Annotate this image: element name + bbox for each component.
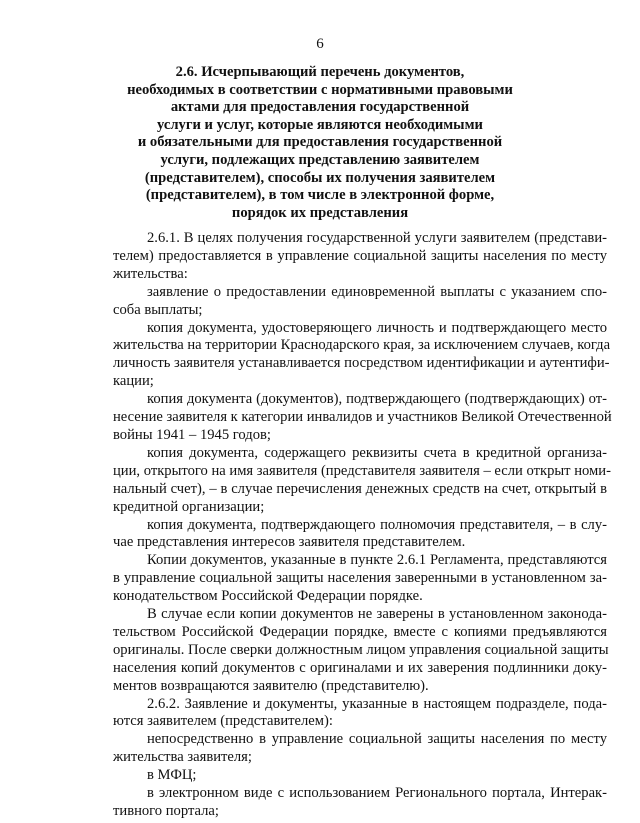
text-line: войны 1941 – 1945 годов; — [113, 426, 271, 443]
paragraph-certified-copies — [113, 552, 607, 606]
text-line: соба выплаты; — [113, 301, 203, 318]
heading-line: (представителем), в том числе в электронной форме, — [145, 187, 495, 204]
text-line: в управление социальной защиты населения заверенными в установленном за- — [113, 570, 607, 587]
text-line: ются заявителем (представителем): — [113, 713, 333, 730]
text-line: В случае если копии документов не заверены в установленном законода- — [147, 606, 607, 623]
paragraph-category-document — [113, 391, 612, 445]
text-line: копия документа (документов), подтверждающего (подтверждающих) от- — [147, 391, 607, 408]
text-line: конодательством Российской Федерации порядке. — [113, 588, 423, 605]
text-line: заявление о предоставлении единовременной выплаты с указанием спо- — [147, 283, 607, 300]
heading-line: порядок их представления — [231, 204, 409, 221]
paragraph-2-6-2 — [113, 696, 607, 732]
paragraph-uncertified-copies — [113, 606, 607, 696]
paragraph-mfc — [113, 767, 607, 785]
text-line: тивного портала; — [113, 803, 219, 819]
text-line: тельством Российской Федерации порядке, вместе с копиями предъявляются — [113, 623, 607, 640]
text-line: личность заявителя устанавливается посредством идентификации и аутентифи- — [113, 355, 610, 372]
heading-line: необходимых в соответствии с нормативными правовыми — [127, 81, 513, 98]
text-line: ции, открытого на имя заявителя (представителя заявителя – если открыт номи- — [113, 462, 611, 479]
section-heading — [60, 64, 580, 222]
paragraph-identity-document — [113, 319, 611, 392]
heading-line: услуги, подлежащих представлению заявителем — [160, 151, 480, 168]
text-line: ментов возвращаются заявителю (представителю). — [113, 677, 429, 694]
paragraph-application — [113, 284, 607, 320]
document-body — [113, 230, 612, 821]
text-line: Копии документов, указанные в пункте 2.6.1 Регламента, представляются — [147, 552, 607, 569]
text-line: телем) предоставляется в управление социальной защиты населения по месту — [113, 247, 607, 264]
text-line: в электронном виде с использованием Регионального портала, Интерак- — [147, 785, 607, 802]
heading-line: (представителем), способы их получения заявителем — [144, 169, 496, 186]
heading-line: актами для предоставления государственной — [170, 99, 470, 116]
paragraph-electronic — [113, 785, 607, 821]
text-line: жительства на территории Краснодарского края, за исключением случаев, когда — [113, 337, 611, 354]
paragraph-representative — [113, 517, 607, 553]
heading-line: и обязательными для предоставления государственной — [137, 134, 503, 151]
text-line: жительства: — [113, 265, 188, 282]
text-line: населения копий документов с оригиналами и их заверения подлинники доку- — [113, 659, 607, 676]
text-line: кредитной организации; — [113, 498, 265, 515]
paragraph-bank-account — [113, 444, 611, 517]
text-line: копия документа, содержащего реквизиты счета в кредитной организа- — [147, 444, 607, 461]
text-line: непосредственно в управление социальной защиты населения по месту — [147, 731, 607, 748]
text-line: в МФЦ; — [147, 767, 197, 784]
paragraph-directly — [113, 731, 607, 767]
text-line: копия документа, подтверждающего полномочия представителя, – в слу- — [147, 516, 607, 533]
heading-line: услуги и услуг, которые являются необходимыми — [157, 116, 483, 133]
text-line: 2.6.2. Заявление и документы, указанные в настоящем подразделе, пода- — [147, 695, 607, 712]
heading-line: 2.6. Исчерпывающий перечень документов, — [175, 64, 465, 80]
text-line: копия документа, удостоверяющего личность и подтверждающего место — [147, 319, 607, 336]
text-line: 2.6.1. В целях получения государственной услуги заявителем (представи- — [147, 230, 607, 246]
text-line: чае представления интересов заявителя представителем. — [113, 534, 466, 551]
text-line: нальный счет), – в случае перечисления денежных средств на счет, открытый в — [113, 480, 607, 497]
text-line: кации; — [113, 373, 154, 390]
page-number: 6 — [316, 36, 324, 52]
text-line: жительства заявителя; — [113, 749, 252, 766]
text-line: оригиналы. После сверки должностным лицом управления социальной защиты — [113, 641, 609, 658]
paragraph-2-6-1 — [113, 230, 607, 284]
text-line: несение заявителя к категории инвалидов и участников Великой Отечественной — [113, 409, 612, 426]
